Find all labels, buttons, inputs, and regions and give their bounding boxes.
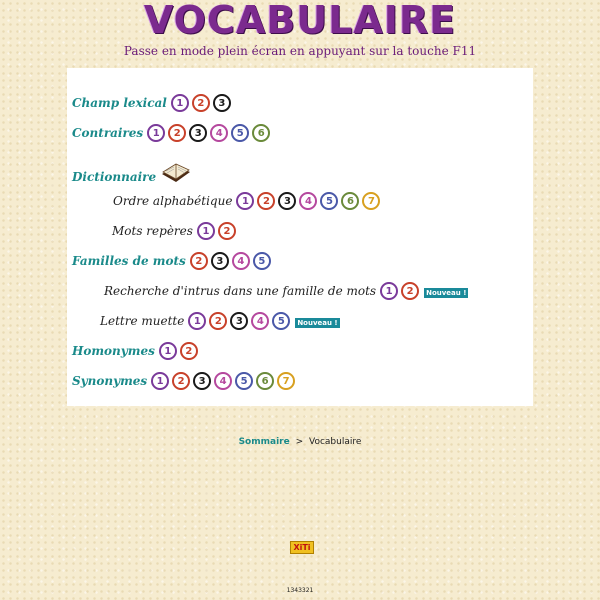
exercise-contraires-5-button[interactable]: 5 <box>231 124 249 142</box>
new-badge: Nouveau ! <box>297 319 338 327</box>
exercise-champ-lexical-1-button[interactable]: 1 <box>171 94 189 112</box>
xiti-logo[interactable]: XiTi <box>290 541 314 554</box>
exercise-familles-de-mots-4-button[interactable]: 4 <box>232 252 250 270</box>
category-dictionnaire: Dictionnaire <box>72 170 157 184</box>
exercise-lettre-muette-4-button[interactable]: 4 <box>251 312 269 330</box>
exercise-ordre-alphabetique-3-button[interactable]: 3 <box>278 192 296 210</box>
exercise-homonymes-1-button[interactable]: 1 <box>159 342 177 360</box>
row-dictionnaire <box>72 164 192 190</box>
exercise-mots-reperes-1-button[interactable]: 1 <box>197 222 215 240</box>
category-contraires: Contraires <box>72 126 144 140</box>
category-synonymes: Synonymes <box>72 374 148 388</box>
exercise-ordre-alphabetique-6-button[interactable]: 6 <box>341 192 359 210</box>
subcategory-lettre-muette: Lettre muette <box>100 314 185 328</box>
exercise-recherche-intrus-1-button[interactable]: 1 <box>380 282 398 300</box>
exercise-list <box>380 282 422 300</box>
exercise-familles-de-mots-3-button[interactable]: 3 <box>211 252 229 270</box>
exercise-champ-lexical-3-button[interactable]: 3 <box>213 94 231 112</box>
breadcrumb-separator: > <box>295 437 304 447</box>
exercise-recherche-intrus-2-button[interactable]: 2 <box>401 282 419 300</box>
exercise-champ-lexical-2-button[interactable]: 2 <box>192 94 210 112</box>
category-champ-lexical: Champ lexical <box>72 96 167 110</box>
exercise-familles-de-mots-2-button[interactable]: 2 <box>190 252 208 270</box>
exercise-homonymes-2-button[interactable]: 2 <box>180 342 198 360</box>
exercise-list <box>236 192 383 210</box>
exercise-synonymes-5-button[interactable]: 5 <box>235 372 253 390</box>
subcategory-ordre-alphabetique: Ordre alphabétique <box>113 194 233 208</box>
new-badge: Nouveau ! <box>426 289 467 297</box>
row-homonymes <box>72 342 201 360</box>
exercise-list <box>171 94 234 112</box>
exercise-ordre-alphabetique-7-button[interactable]: 7 <box>362 192 380 210</box>
page-subtitle: Passe en mode plein écran en appuyant sur la touche F11 <box>123 44 477 58</box>
row-synonymes <box>72 372 298 390</box>
exercise-ordre-alphabetique-5-button[interactable]: 5 <box>320 192 338 210</box>
exercise-mots-reperes-2-button[interactable]: 2 <box>218 222 236 240</box>
row-lettre-muette <box>100 312 340 330</box>
breadcrumb-current: Vocabulaire <box>309 437 362 447</box>
row-ordre-alphabetique <box>113 192 383 210</box>
visit-counter: 1343321 <box>286 587 314 594</box>
row-familles-de-mots <box>72 252 274 270</box>
exercise-synonymes-4-button[interactable]: 4 <box>214 372 232 390</box>
exercise-list <box>159 342 201 360</box>
row-contraires <box>72 124 273 142</box>
exercise-synonymes-1-button[interactable]: 1 <box>151 372 169 390</box>
exercise-list <box>147 124 273 142</box>
exercise-ordre-alphabetique-4-button[interactable]: 4 <box>299 192 317 210</box>
exercise-synonymes-2-button[interactable]: 2 <box>172 372 190 390</box>
exercise-synonymes-3-button[interactable]: 3 <box>193 372 211 390</box>
subcategory-recherche-intrus: Recherche d'intrus dans une famille de mots <box>104 284 377 298</box>
exercise-contraires-3-button[interactable]: 3 <box>189 124 207 142</box>
exercise-ordre-alphabetique-2-button[interactable]: 2 <box>257 192 275 210</box>
category-homonymes: Homonymes <box>72 344 155 358</box>
exercise-contraires-2-button[interactable]: 2 <box>168 124 186 142</box>
exercise-lettre-muette-5-button[interactable]: 5 <box>272 312 290 330</box>
exercise-contraires-4-button[interactable]: 4 <box>210 124 228 142</box>
exercise-familles-de-mots-5-button[interactable]: 5 <box>253 252 271 270</box>
exercise-lettre-muette-1-button[interactable]: 1 <box>188 312 206 330</box>
exercise-ordre-alphabetique-1-button[interactable]: 1 <box>236 192 254 210</box>
breadcrumb <box>0 437 600 447</box>
exercise-panel <box>67 68 533 406</box>
subcategory-mots-reperes: Mots repères <box>112 224 193 238</box>
exercise-list <box>188 312 293 330</box>
row-recherche-intrus <box>104 282 468 300</box>
book-icon <box>160 158 192 184</box>
exercise-contraires-1-button[interactable]: 1 <box>147 124 165 142</box>
row-mots-reperes <box>112 222 239 240</box>
exercise-list <box>190 252 274 270</box>
breadcrumb-home-link[interactable]: Sommaire <box>238 437 290 447</box>
exercise-synonymes-6-button[interactable]: 6 <box>256 372 274 390</box>
exercise-list <box>151 372 298 390</box>
exercise-lettre-muette-3-button[interactable]: 3 <box>230 312 248 330</box>
row-champ-lexical <box>72 94 234 112</box>
exercise-synonymes-7-button[interactable]: 7 <box>277 372 295 390</box>
exercise-list <box>197 222 239 240</box>
exercise-contraires-6-button[interactable]: 6 <box>252 124 270 142</box>
exercise-lettre-muette-2-button[interactable]: 2 <box>209 312 227 330</box>
category-familles-de-mots: Familles de mots <box>72 254 186 268</box>
page-title: VOCABULAIRE <box>143 0 457 42</box>
